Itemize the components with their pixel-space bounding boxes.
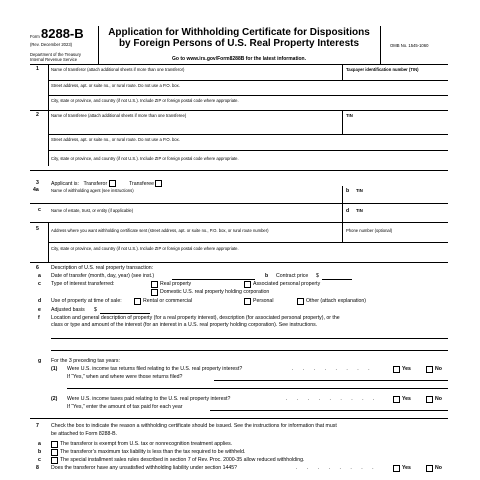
line6b-dollar: $	[316, 273, 319, 279]
line6a-letter: a	[38, 273, 41, 279]
line7a-letter: a	[38, 441, 41, 447]
line1-number: 1	[36, 66, 39, 72]
line6g2-input[interactable]	[210, 410, 448, 411]
line6g1-dot-leader: . . . . . . . .	[292, 366, 374, 372]
line4c-letter: c	[38, 207, 41, 213]
line6g2-no-checkbox[interactable]	[426, 396, 433, 403]
line1-rule-a	[48, 80, 448, 81]
line6a-input[interactable]	[172, 279, 255, 280]
line8-number: 8	[36, 465, 39, 471]
line6c-letter: c	[38, 281, 41, 287]
line8-text: Does the transferor have any unsatisfied withholding liability under section 1445?	[51, 465, 237, 471]
line6g1-input[interactable]	[214, 380, 448, 381]
line6g1-yes-checkbox[interactable]	[393, 366, 400, 373]
line1-street-label: Street address, apt. or suite no., or rural route. Do not use a P.O. box.	[51, 83, 180, 88]
line6c-associated-checkbox[interactable]	[244, 281, 251, 288]
line6b-letter: b	[265, 273, 269, 279]
line5-rule-b	[30, 262, 448, 263]
line6c-opt1-label: Real property	[160, 281, 192, 287]
line3-opt1-label: Transferor	[83, 180, 108, 187]
line6g2-yes-label: Yes	[402, 396, 411, 402]
line6c-domestic-checkbox[interactable]	[151, 289, 158, 296]
dept-line1: Department of the Treasury	[30, 52, 81, 57]
line6g-label: For the 3 preceding tax years:	[51, 358, 120, 364]
line4-divider	[342, 186, 343, 226]
header-divider-right	[380, 26, 381, 64]
line6g1-no-label: No	[435, 366, 442, 372]
line4a-label: Name of withholding agent (see instructions)	[51, 188, 134, 193]
line6g2-text: Were U.S. income taxes paid relating to the U.S. real property interest?	[67, 396, 231, 402]
form-number: 8288-B	[41, 26, 84, 41]
line6d-personal-checkbox[interactable]	[244, 298, 251, 305]
line6b-input[interactable]	[322, 279, 352, 280]
line2-left-rule	[48, 110, 49, 166]
line6e-input[interactable]	[100, 313, 150, 314]
line1-tin-label: Taxpayer identification number (TIN)	[346, 67, 419, 72]
line6f-line2: class or type and amount of the interest (for an interest in a U.S. real property holding corporation). See instructions.	[51, 322, 318, 328]
line2-rule-a	[48, 134, 448, 135]
line6f-letter: f	[38, 315, 40, 321]
line2-street-label: Street address, apt. or suite no., or rural route. Do not use a P.O. box.	[51, 137, 180, 142]
line2-tin-divider	[342, 110, 343, 134]
line1-left-rule	[48, 64, 49, 110]
line7b-letter: b	[38, 449, 42, 455]
line7b-text: The transferor’s maximum tax liability is less than the tax required to be withheld.	[60, 449, 246, 455]
line4d-letter: d	[346, 208, 350, 214]
header-bottom-rule	[30, 64, 448, 65]
line6c-label: Type of interest transferred:	[51, 281, 115, 287]
line5-address-label: Address where you want withholding certificate sent (street address, apt. or suite no., P.O. box, or rural route number)	[51, 228, 269, 233]
line3-opt2-label: Transferee	[129, 180, 154, 187]
line7a-text: The transferor is exempt from U.S. tax or nonrecognition treatment applies.	[60, 441, 233, 447]
line6g1-text: Were U.S. income tax returns filed relating to the U.S. real property interest?	[67, 366, 243, 372]
line3-transferor-checkbox[interactable]	[109, 180, 116, 187]
line7a-checkbox[interactable]	[51, 441, 58, 448]
line4c-label: Name of estate, trust, or entity (if applicable)	[51, 208, 134, 213]
line3-row	[51, 180, 162, 187]
line6d-opt3-label: Other (attach explanation)	[306, 298, 366, 304]
line5-rule-a	[48, 242, 448, 243]
line6g1-number: (1)	[51, 366, 58, 372]
line2-number: 2	[36, 112, 39, 118]
line6f-line1: Location and general description of property (for a real property interest), description (for associated personal property), or the	[51, 315, 340, 321]
line1-city-label: City, state or province, and country (if not U.S.). Include ZIP or foreign postal code where appropriate.	[51, 98, 239, 103]
line6g2-sub: If “Yes,” enter the amount of tax paid for each year	[67, 404, 183, 410]
line7-text2: be attached to Form 8288-B.	[51, 431, 118, 437]
line6g1-sub: If “Yes,” when and where were those returns filed?	[67, 374, 183, 380]
line6g-letter: g	[38, 358, 42, 364]
line6-number: 6	[36, 265, 39, 271]
line4b-tin-label: TIN	[356, 188, 363, 193]
line6f-input-1[interactable]	[51, 338, 448, 339]
line6b-label: Contract price	[276, 273, 309, 279]
line6e-dollar: $	[94, 307, 97, 313]
line7b-checkbox[interactable]	[51, 449, 58, 456]
line6g1-yes-label: Yes	[402, 366, 411, 372]
line6f-input-2[interactable]	[51, 350, 448, 351]
line6d-letter: d	[38, 298, 42, 304]
line7c-checkbox[interactable]	[51, 457, 58, 464]
line6g2-yes-checkbox[interactable]	[393, 396, 400, 403]
line8-no-checkbox[interactable]	[426, 465, 433, 472]
line1-rule-c	[30, 110, 448, 111]
dept-line2: Internal Revenue Service	[30, 57, 78, 62]
line8-yes-checkbox[interactable]	[393, 465, 400, 472]
line5-phone-divider	[342, 222, 343, 242]
line4b-letter: b	[346, 188, 350, 194]
line5-phone-label: Phone number (optional)	[346, 228, 393, 233]
line8-yes-label: Yes	[402, 465, 411, 471]
line2-tin-label: TIN	[346, 113, 353, 118]
line6c-real-property-checkbox[interactable]	[151, 281, 158, 288]
line3-label: Applicant is:	[51, 180, 79, 187]
line4-rule-b	[30, 222, 448, 223]
line6e-letter: e	[38, 307, 41, 313]
form-title	[98, 27, 380, 49]
line6d-other-checkbox[interactable]	[297, 298, 304, 305]
line1-tin-divider	[342, 64, 343, 80]
line6g1-input-2[interactable]	[67, 388, 448, 389]
form-revision: (Rev. December 2023)	[30, 42, 73, 47]
line2-name-label: Name of transferee (attach additional sheets if more than one transferee)	[51, 113, 187, 118]
line2-city-label: City, state or province, and country (if not U.S.). Include ZIP or foreign postal code where appropriate.	[51, 156, 239, 161]
omb-number: OMB No. 1545-1060	[390, 43, 429, 48]
line2-rule-c	[30, 170, 448, 171]
line6d-label: Use of property at time of sale:	[51, 298, 122, 304]
line6d-rental-checkbox[interactable]	[134, 298, 141, 305]
line4-rule-a	[30, 203, 448, 204]
line6c-opt2-label: Associated personal property	[253, 281, 321, 287]
line6g2-no-label: No	[435, 396, 442, 402]
line6d-opt2-label: Personal	[253, 298, 274, 304]
instructions-link[interactable]: Go to www.irs.gov/Form8288B for the latest information.	[172, 56, 306, 62]
line7c-letter: c	[38, 457, 41, 463]
line6g1-no-checkbox[interactable]	[426, 366, 433, 373]
line1-rule-b	[48, 95, 448, 96]
line7-text1: Check the box to indicate the reason a withholding certificate should be issued. See the instructions for information that must	[51, 423, 337, 429]
line6-description: Description of U.S. real property transaction:	[51, 265, 154, 271]
form-title-line2: by Foreign Persons of U.S. Real Property Interests	[118, 38, 360, 49]
line3-number: 3	[36, 180, 39, 186]
line8-no-label: No	[435, 465, 442, 471]
line1-name-label: Name of transferor (attach additional sheets if more than one transferor)	[51, 67, 185, 72]
line3-transferee-checkbox[interactable]	[155, 180, 162, 187]
line6g2-dot-leader: . . . . . . . . .	[286, 396, 379, 402]
line7c-text: The special installment sales rules described in section 7 of Rev. Proc. 2000-35 allow reduced withholding.	[60, 457, 305, 463]
line5-city-label: City, state or province, and country (if not U.S.). Include ZIP or foreign postal code where appropriate.	[51, 246, 239, 251]
line5-number: 5	[36, 226, 39, 232]
line4d-tin-label: TIN	[356, 208, 363, 213]
line7-number: 7	[36, 423, 39, 429]
line6-bottom-rule	[30, 418, 448, 419]
line6d-opt1-label: Rental or commercial	[143, 298, 193, 304]
line8-dot-leader: . . . . . . . .	[296, 465, 378, 471]
form-title-line1: Application for Withholding Certificate for Dispositions	[108, 27, 370, 38]
line6e-label: Adjusted basis	[51, 307, 85, 313]
line6g2-number: (2)	[51, 396, 58, 402]
line6c-opt3-label: Domestic U.S. real property holding corporation	[160, 289, 270, 295]
line2-rule-b	[48, 150, 448, 151]
line4a-number: 4a	[33, 187, 39, 193]
line6a-label: Date of transfer (month, day, year) (see inst.)	[51, 273, 155, 279]
form-label: Form	[30, 34, 40, 39]
